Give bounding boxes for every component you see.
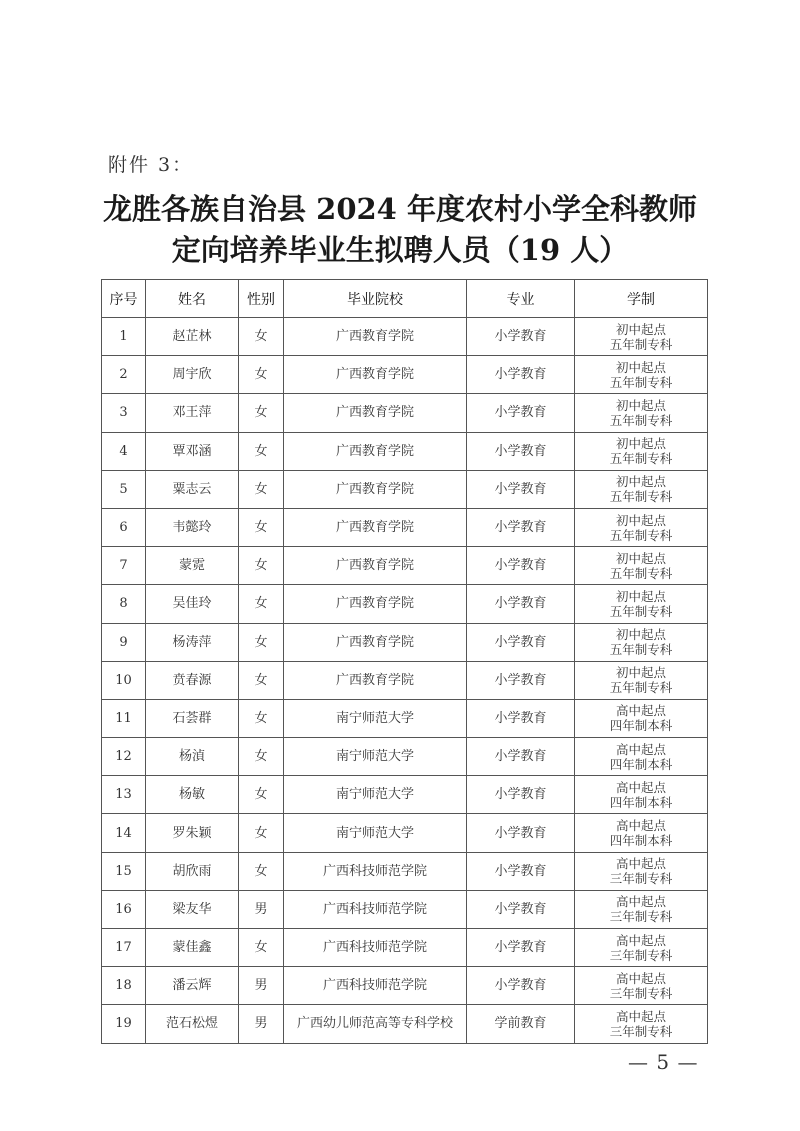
cell-no: 6 (102, 508, 146, 546)
cell-system1: 初中起点 (615, 627, 666, 643)
cell-system1: 初中起点 (615, 397, 666, 413)
table-row (102, 699, 708, 737)
cell-school: 广西科技师范学院 (284, 967, 467, 1005)
header-major: 专业 (467, 280, 575, 318)
cell-name: 范石松煜 (146, 1005, 239, 1043)
cell-name: 韦懿玲 (146, 508, 239, 546)
cell-gender: 女 (239, 776, 284, 814)
cell-system1: 初中起点 (615, 436, 666, 452)
table-row (102, 929, 708, 967)
cell-system (575, 814, 708, 852)
cell-gender: 女 (239, 394, 284, 432)
cell-system (575, 585, 708, 623)
cell-system (575, 852, 708, 890)
cell-no: 15 (102, 852, 146, 890)
cell-system (575, 1005, 708, 1043)
cell-system2: 五年制专科 (609, 565, 673, 581)
cell-no: 18 (102, 967, 146, 1005)
cell-name: 赵芷林 (146, 318, 239, 356)
cell-major: 小学教育 (467, 318, 575, 356)
header-name: 姓名 (146, 280, 239, 318)
cell-school: 广西教育学院 (284, 547, 467, 585)
cell-gender: 女 (239, 814, 284, 852)
cell-system2: 五年制专科 (609, 489, 673, 505)
cell-major: 小学教育 (467, 394, 575, 432)
cell-school: 南宁师范大学 (284, 776, 467, 814)
cell-no: 14 (102, 814, 146, 852)
cell-name: 吴佳玲 (146, 585, 239, 623)
table-row (102, 470, 708, 508)
cell-major: 小学教育 (467, 929, 575, 967)
cell-school: 广西幼儿师范高等专科学校 (284, 1005, 467, 1043)
table-row (102, 814, 708, 852)
cell-school: 广西科技师范学院 (284, 852, 467, 890)
cell-system (575, 508, 708, 546)
table-row (102, 394, 708, 432)
cell-major: 小学教育 (467, 852, 575, 890)
cell-system (575, 967, 708, 1005)
cell-system1: 高中起点 (615, 741, 666, 757)
cell-no: 8 (102, 585, 146, 623)
header-gender: 性别 (239, 280, 284, 318)
cell-school: 广西教育学院 (284, 470, 467, 508)
cell-gender: 男 (239, 967, 284, 1005)
cell-no: 5 (102, 470, 146, 508)
cell-major: 学前教育 (467, 1005, 575, 1043)
cell-gender: 女 (239, 432, 284, 470)
cell-no: 9 (102, 623, 146, 661)
cell-no: 1 (102, 318, 146, 356)
cell-gender: 女 (239, 661, 284, 699)
cell-no: 19 (102, 1005, 146, 1043)
attachment-label: 附件 3： (108, 154, 194, 176)
cell-system1: 初中起点 (615, 321, 666, 337)
cell-no: 13 (102, 776, 146, 814)
cell-system (575, 776, 708, 814)
cell-name: 蒙霓 (146, 547, 239, 585)
cell-gender: 女 (239, 318, 284, 356)
table-row (102, 508, 708, 546)
table-row (102, 432, 708, 470)
cell-system2: 五年制专科 (609, 412, 673, 428)
cell-gender: 女 (239, 508, 284, 546)
cell-system (575, 394, 708, 432)
cell-system (575, 356, 708, 394)
cell-gender: 男 (239, 1005, 284, 1043)
cell-system1: 高中起点 (615, 703, 666, 719)
cell-system1: 高中起点 (615, 932, 666, 948)
cell-name: 邓王萍 (146, 394, 239, 432)
cell-name: 周宇欣 (146, 356, 239, 394)
table-row (102, 1005, 708, 1043)
document-title-line2: 定向培养毕业生拟聘人员（19 人） (171, 233, 629, 267)
cell-system2: 四年制本科 (609, 756, 673, 772)
cell-system (575, 699, 708, 737)
cell-school: 广西教育学院 (284, 585, 467, 623)
cell-school: 广西教育学院 (284, 623, 467, 661)
cell-major: 小学教育 (467, 890, 575, 928)
cell-system2: 五年制专科 (609, 527, 673, 543)
cell-major: 小学教育 (467, 967, 575, 1005)
cell-school: 南宁师范大学 (284, 738, 467, 776)
header-school: 毕业院校 (284, 280, 467, 318)
cell-system (575, 470, 708, 508)
cell-gender: 女 (239, 929, 284, 967)
cell-system1: 高中起点 (615, 779, 666, 795)
cell-gender: 女 (239, 738, 284, 776)
cell-no: 17 (102, 929, 146, 967)
table-row (102, 318, 708, 356)
cell-no: 16 (102, 890, 146, 928)
cell-name: 梁友华 (146, 890, 239, 928)
cell-system (575, 661, 708, 699)
cell-system2: 五年制专科 (609, 603, 673, 619)
cell-system1: 高中起点 (615, 894, 666, 910)
cell-major: 小学教育 (467, 432, 575, 470)
cell-school: 南宁师范大学 (284, 699, 467, 737)
cell-gender: 女 (239, 547, 284, 585)
cell-system2: 五年制专科 (609, 336, 673, 352)
table-row (102, 967, 708, 1005)
cell-gender: 男 (239, 890, 284, 928)
cell-gender: 女 (239, 470, 284, 508)
cell-major: 小学教育 (467, 585, 575, 623)
cell-major: 小学教育 (467, 547, 575, 585)
cell-no: 12 (102, 738, 146, 776)
cell-school: 广西教育学院 (284, 394, 467, 432)
table-header-row (102, 280, 708, 318)
cell-name: 潘云辉 (146, 967, 239, 1005)
table-row (102, 356, 708, 394)
cell-system2: 五年制专科 (609, 374, 673, 390)
cell-system1: 初中起点 (615, 665, 666, 681)
cell-name: 贲春源 (146, 661, 239, 699)
cell-name: 粟志云 (146, 470, 239, 508)
table-row (102, 776, 708, 814)
cell-system2: 三年制专科 (609, 871, 673, 887)
cell-name: 杨涛萍 (146, 623, 239, 661)
cell-major: 小学教育 (467, 699, 575, 737)
cell-system2: 五年制专科 (609, 451, 673, 467)
cell-system1: 高中起点 (615, 970, 666, 986)
cell-system1: 初中起点 (615, 588, 666, 604)
cell-system1: 初中起点 (615, 512, 666, 528)
cell-gender: 女 (239, 356, 284, 394)
cell-school: 广西教育学院 (284, 661, 467, 699)
cell-system2: 五年制专科 (609, 680, 673, 696)
cell-system (575, 890, 708, 928)
cell-system1: 初中起点 (615, 550, 666, 566)
page-number: — 5 — (628, 1050, 699, 1074)
header-no: 序号 (102, 280, 146, 318)
cell-major: 小学教育 (467, 661, 575, 699)
cell-gender: 女 (239, 623, 284, 661)
cell-system (575, 738, 708, 776)
table-row (102, 661, 708, 699)
table-row (102, 547, 708, 585)
cell-system (575, 547, 708, 585)
cell-no: 2 (102, 356, 146, 394)
cell-name: 覃邓涵 (146, 432, 239, 470)
cell-system (575, 318, 708, 356)
cell-no: 10 (102, 661, 146, 699)
cell-school: 广西教育学院 (284, 432, 467, 470)
cell-system2: 五年制专科 (609, 642, 673, 658)
cell-system2: 三年制专科 (609, 947, 673, 963)
document-title-line1: 龙胜各族自治县 2024 年度农村小学全科教师 (103, 192, 697, 226)
cell-name: 杨敏 (146, 776, 239, 814)
cell-name: 胡欣雨 (146, 852, 239, 890)
cell-major: 小学教育 (467, 776, 575, 814)
cell-system1: 高中起点 (615, 818, 666, 834)
cell-system1: 高中起点 (615, 856, 666, 872)
cell-system2: 三年制专科 (609, 985, 673, 1001)
cell-gender: 女 (239, 585, 284, 623)
header-system: 学制 (575, 280, 708, 318)
cell-system1: 初中起点 (615, 474, 666, 490)
cell-school: 广西教育学院 (284, 356, 467, 394)
cell-major: 小学教育 (467, 814, 575, 852)
cell-no: 3 (102, 394, 146, 432)
cell-no: 4 (102, 432, 146, 470)
cell-system2: 四年制本科 (609, 718, 673, 734)
cell-no: 7 (102, 547, 146, 585)
cell-system (575, 432, 708, 470)
cell-major: 小学教育 (467, 470, 575, 508)
cell-school: 广西教育学院 (284, 508, 467, 546)
cell-no: 11 (102, 699, 146, 737)
cell-major: 小学教育 (467, 508, 575, 546)
candidates-table (101, 279, 708, 1044)
cell-major: 小学教育 (467, 623, 575, 661)
cell-name: 蒙佳鑫 (146, 929, 239, 967)
cell-system1: 高中起点 (615, 1008, 666, 1024)
cell-system2: 三年制专科 (609, 909, 673, 925)
cell-system (575, 929, 708, 967)
cell-system2: 四年制本科 (609, 833, 673, 849)
cell-school: 广西科技师范学院 (284, 929, 467, 967)
table-row (102, 738, 708, 776)
cell-system2: 四年制本科 (609, 794, 673, 810)
cell-name: 杨湞 (146, 738, 239, 776)
cell-school: 南宁师范大学 (284, 814, 467, 852)
table-body (102, 318, 708, 1044)
cell-name: 石荟群 (146, 699, 239, 737)
cell-gender: 女 (239, 852, 284, 890)
cell-major: 小学教育 (467, 356, 575, 394)
table-row (102, 585, 708, 623)
table-row (102, 852, 708, 890)
table-row (102, 623, 708, 661)
cell-system1: 初中起点 (615, 359, 666, 375)
table-row (102, 890, 708, 928)
cell-major: 小学教育 (467, 738, 575, 776)
cell-system2: 三年制专科 (609, 1023, 673, 1039)
cell-gender: 女 (239, 699, 284, 737)
cell-system (575, 623, 708, 661)
cell-school: 广西科技师范学院 (284, 890, 467, 928)
cell-school: 广西教育学院 (284, 318, 467, 356)
cell-name: 罗朱颖 (146, 814, 239, 852)
